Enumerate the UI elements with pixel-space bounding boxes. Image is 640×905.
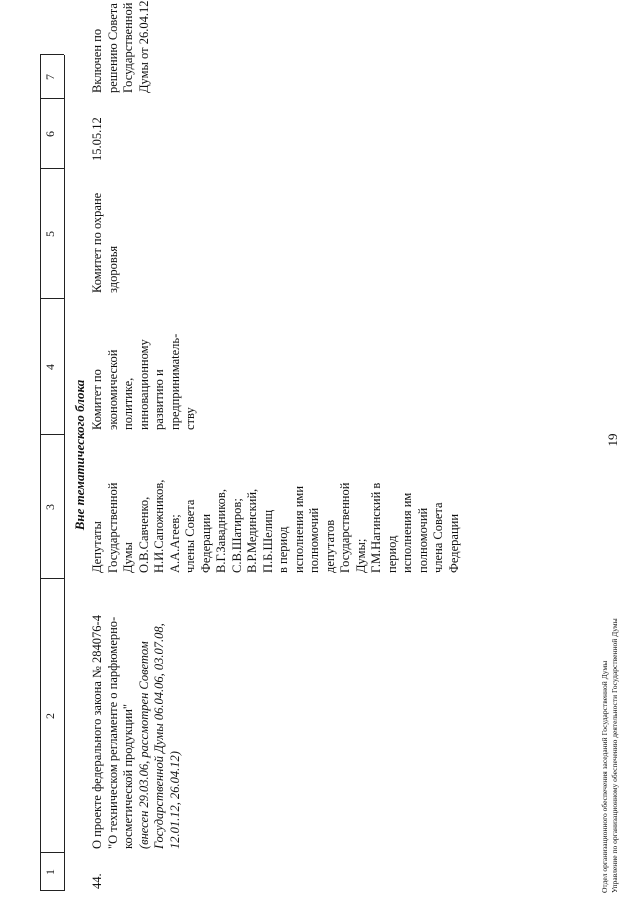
committee-line: предпринимatель- (167, 333, 182, 430)
committee-line: инновационному (136, 339, 151, 430)
status-line: решению Совета (105, 3, 120, 93)
footer (600, 433, 620, 893)
status-note (90, 0, 152, 93)
bill-description (90, 615, 183, 849)
bill-title-line: косметической продукции" (121, 703, 135, 849)
section-title: Вне тематического блока (72, 379, 87, 531)
footer-line: Отдел организационного обеспечения заседаний Государственной Думы (600, 660, 609, 893)
co-committee-line: здоровья (105, 245, 120, 293)
committee-line: развитию и (152, 369, 166, 430)
initiators-line: члены Совета (183, 499, 197, 573)
column-separator (40, 54, 64, 55)
column-number: 5 (43, 231, 57, 237)
initiators-line: О.В.Савченко, (136, 496, 151, 573)
review-date: 15.05.12 (90, 117, 104, 161)
status-line: Думы от 26.04.12 (136, 0, 151, 93)
committee-line: Комитет по (90, 369, 104, 430)
bill-title-line: "О техническом регламенте о парфюмерно- (105, 616, 120, 849)
table-header-bottom-line (64, 55, 65, 891)
initiators-line: Государственной (338, 482, 352, 573)
responsible-committee (90, 333, 199, 430)
column-number: 6 (43, 131, 57, 137)
initiators (90, 455, 462, 573)
column-number: 3 (43, 504, 57, 510)
column-separator (40, 168, 64, 169)
initiators-line: полномочий (415, 507, 430, 573)
initiators-line: исполнения ими (291, 485, 306, 573)
committee-line: политике, (121, 377, 135, 430)
co-committee-line: Комитет по охране (90, 192, 104, 293)
bill-note-line: Государственной Думы 06.04.06, 03.07.08, (152, 623, 166, 849)
initiators-line: Думы (121, 542, 135, 573)
initiators-line: П.Б.Шелищ (260, 509, 275, 573)
bill-note-line: (внесен 29.03.06, рассмотрен Советом (136, 641, 151, 849)
table-header-top-line (40, 55, 41, 891)
status-line: Государственной (121, 2, 135, 93)
initiators-line: А.А.Агеев; (167, 514, 182, 573)
initiators-line: Г.М.Нагинский в (369, 482, 383, 573)
initiators-line: С.В.Шатиров; (229, 498, 244, 573)
initiators-line: депутатов (322, 519, 337, 573)
initiators-line: в период (276, 526, 290, 573)
initiators-line: Федерации (446, 513, 461, 573)
column-number: 4 (43, 364, 57, 370)
item-number: 44. (90, 873, 104, 889)
initiators-line: Федерации (198, 513, 213, 573)
initiators-line: Н.И.Сапожников, (152, 479, 166, 573)
initiators-line: исполнения им (400, 492, 414, 573)
page-number: 19 (605, 433, 620, 447)
initiators-line: полномочий (307, 507, 321, 573)
column-number: 1 (43, 869, 57, 875)
initiators-line: В.Р.Мединский, (245, 488, 259, 573)
column-separator (40, 890, 64, 891)
initiators-line: Думы; (353, 538, 368, 573)
column-separator (40, 852, 64, 853)
committee-line: экономической (105, 349, 120, 430)
column-separator (40, 578, 64, 579)
initiators-line: период (384, 535, 399, 573)
initiators-line: Государственной (105, 482, 120, 573)
column-separator (40, 98, 64, 99)
column-number: 2 (43, 713, 57, 719)
initiators-line: В.Г.Завадников, (214, 489, 228, 573)
bill-title-line: О проекте федерального закона № 284076-4 (90, 615, 104, 849)
status-line: Включен по (90, 28, 104, 93)
bill-note-line: 12.01.12, 26.04.12) (167, 751, 182, 849)
initiators-line: члена Совета (431, 502, 445, 573)
footer-line: Управление по организационному обеспечению деятельности Государственной Думы (610, 618, 619, 893)
committee-line: ству (183, 407, 197, 430)
column-separator (40, 298, 64, 299)
co-committee (90, 183, 121, 293)
initiators-line: Депутаты (90, 521, 104, 573)
column-number: 7 (43, 74, 57, 80)
column-separator (40, 434, 64, 435)
